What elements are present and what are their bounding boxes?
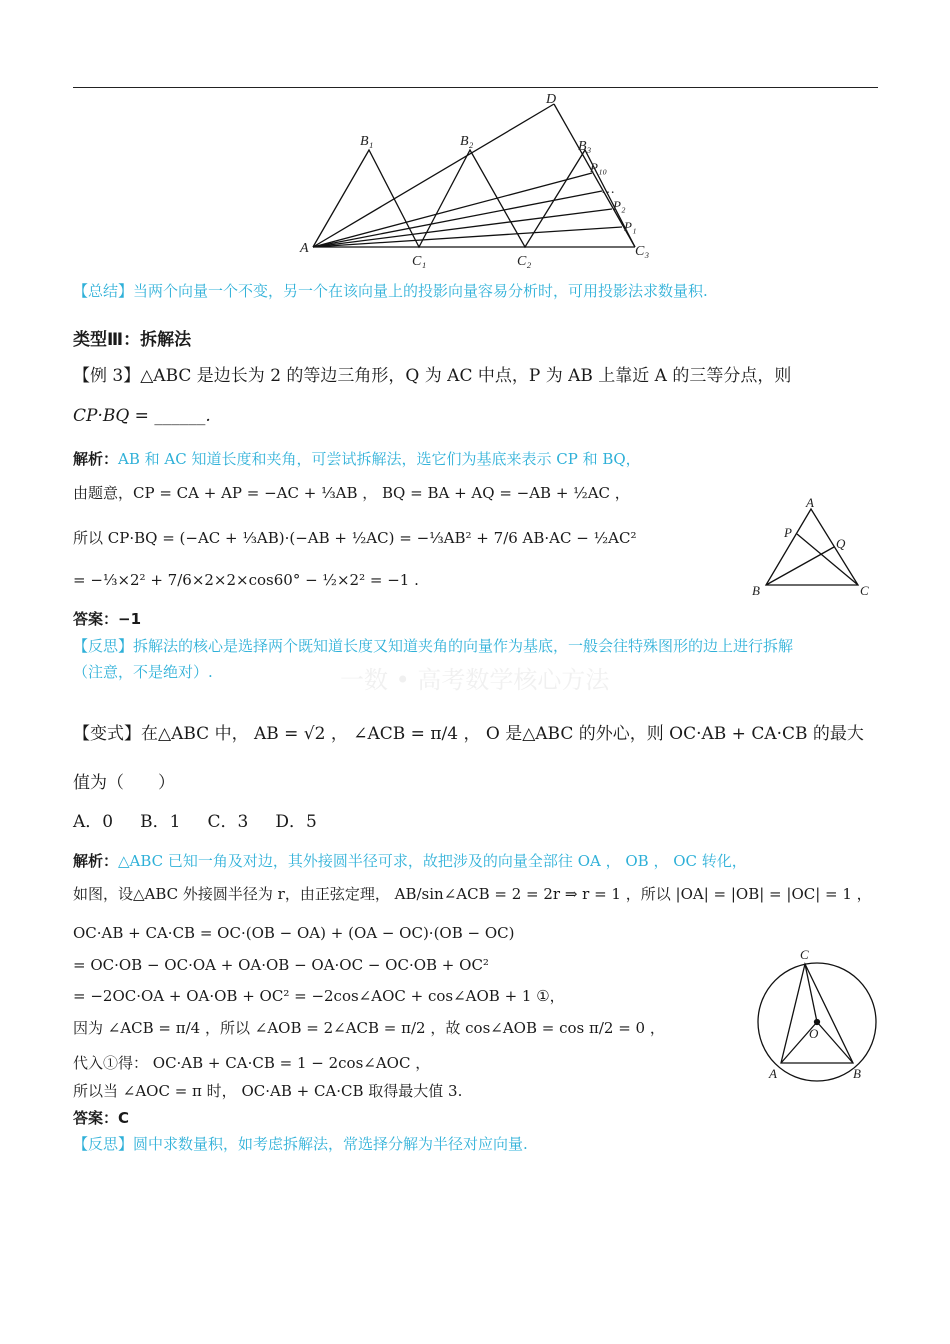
summary-1: 【总结】当两个向量一个不变，另一个在该向量上的投影向量容易分析时，可用投影法求数量积. — [73, 282, 708, 300]
var-solution-line3: = OC·OB − OC·OA + OA·OB − OA·OC − OC·OB + OC² — [73, 956, 489, 974]
label-B2: B₂ — [460, 134, 474, 149]
label-dots: … — [602, 182, 615, 197]
variant-options — [73, 812, 317, 832]
var-solution-intro: 解析：△ABC 已知一角及对边，其外接圆半径可求，故把涉及的向量全部往 OA ， OB ， OC 转化， — [73, 852, 747, 870]
var-solution-line1: 如图，设△ABC 外接圆半径为 r，由正弦定理， AB/sin∠ACB = 2 = 2r ⇒ r = 1 ，所以 |OA| = |OB| = |OC| = 1 ， — [73, 885, 872, 903]
var-answer: 答案：C — [73, 1109, 130, 1127]
section-title: 类型Ⅲ：拆解法 — [73, 330, 192, 350]
label-C3: C₃ — [635, 244, 650, 259]
ex3-solution-line3: = −⅓×2² + 7/6×2×2×cos60° − ½×2² = −1 . — [73, 571, 419, 589]
variant-text: 【变式】在△ABC 中， AB = √2 ， ∠ACB = π/4 ， O 是△ABC 的外心，则 OC·AB + CA·CB 的最大 — [73, 724, 864, 744]
var-solution-line2: OC·AB + CA·CB = OC·(OB − OA) + (OA − OC)·(OB − OC) — [73, 924, 515, 942]
option-b: B．1 — [140, 812, 181, 832]
label-A: A — [806, 495, 814, 510]
ex3-solution-intro: 解析：AB 和 AC 知道长度和夹角，可尝试拆解法，选它们为基底来表示 CP 和 BQ， — [73, 450, 641, 468]
example3-text: 【例 3】△ABC 是边长为 2 的等边三角形，Q 为 AC 中点，P 为 AB 上靠近 A 的三等分点，则 — [73, 366, 792, 386]
ex3-solution-line1: 由题意，CP = CA + AP = −AC + ⅓AB ， BQ = BA + AQ = −AB + ½AC ， — [73, 484, 630, 502]
label-B1: B₁ — [360, 134, 374, 149]
label-B3: B₃ — [578, 139, 592, 154]
label-C1: C₁ — [412, 254, 427, 269]
option-a: A．0 — [73, 812, 114, 832]
var-solution-line5: 因为 ∠ACB = π/4 ，所以 ∠AOB = 2∠ACB = π/2 ，故 cos∠AOB = cos π/2 = 0 ， — [73, 1019, 665, 1037]
ex3-answer: 答案：−1 — [73, 610, 142, 628]
label-Q: Q — [836, 536, 846, 551]
reflection-1-line2: （注意，不是绝对）. — [73, 663, 213, 681]
var-solution-line7: 所以当 ∠AOC = π 时， OC·AB + CA·CB 取得最大值 3. — [73, 1082, 463, 1100]
label-O: O — [809, 1026, 819, 1041]
header-rule — [73, 87, 878, 88]
label-B: B — [853, 1066, 861, 1081]
label-A: A — [300, 241, 309, 256]
label-C: C — [860, 583, 869, 598]
label-P1: P₁ — [624, 219, 637, 234]
figure-circumcircle — [755, 945, 885, 1085]
reflection-2: 【反思】圆中求数量积，如考虑拆解法，常选择分解为半径对应向量. — [73, 1135, 528, 1153]
ex3-solution-line2: 所以 CP·BQ = (−AC + ⅓AB)·(−AB + ½AC) = −⅓AB² + 7/6 AB·AC − ½AC² — [73, 529, 637, 547]
label-A: A — [769, 1066, 777, 1081]
label-P2: P₂ — [613, 198, 626, 213]
reflection-1: 【反思】拆解法的核心是选择两个既知道长度又知道夹角的向量作为基底，一般会往特殊图形的边上进行拆解 — [73, 637, 794, 655]
label-P10: P₁₀ — [590, 160, 607, 175]
label-B: B — [752, 583, 760, 598]
option-c: C．3 — [207, 812, 249, 832]
label-C2: C₂ — [517, 254, 532, 269]
variant-text-2: 值为（ ） — [73, 773, 175, 793]
var-solution-line6: 代入①得： OC·AB + CA·CB = 1 − 2cos∠AOC ， — [73, 1054, 431, 1072]
label-C: C — [800, 947, 809, 962]
label-D: D — [546, 92, 557, 107]
label-P: P — [784, 525, 792, 540]
option-d: D．5 — [275, 812, 317, 832]
var-solution-line4: = −2OC·OA + OA·OB + OC² = −2cos∠AOC + cos∠AOB + 1 ①， — [73, 987, 565, 1005]
figure-triangle-chain — [290, 90, 670, 272]
watermark: 一数 • 高考数学核心方法 — [340, 666, 610, 694]
figure-equilateral-triangle — [748, 495, 878, 600]
example3-ask: CP·BQ = ______. — [73, 406, 211, 426]
